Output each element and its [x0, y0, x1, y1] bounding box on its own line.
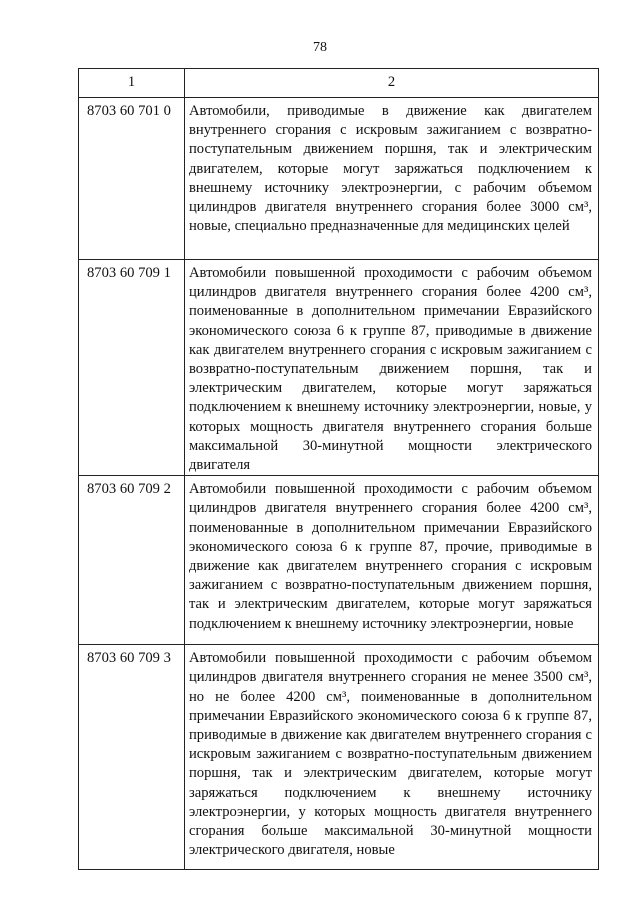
tariff-description: Автомобили повышенной проходимости с рабочим объемом цилиндров двигателя внутреннего сгорания более 4200 см³, поименованные в дополнительном примечании Евразийского экономического союза 6 к группе 87, приводимые в движение как двигателем внутреннего сгорания с искровым зажиганием с возвратно-поступательным движением поршня, так и электрическим двигателем, которые могут заряжаться подключением к внешнему источнику электроэнергии, новые, у которых мощность двигателя внутреннего сгорания больше максимальной 30-минутной мощности электрического двигателя [185, 260, 599, 476]
tariff-description: Автомобили, приводимые в движение как двигателем внутреннего сгорания с искровым зажиганием с возвратно-поступательным движением поршня, так и электрическим двигателем, которые могут заряжаться подключением к внешнему источнику электроэнергии, с рабочим объемом цилиндров двигателя внутреннего сгорания более 3000 см³, новые, специально предназначенные для медицинских целей [185, 98, 599, 260]
tariff-code: 8703 60 701 0 [79, 98, 185, 260]
table-row [79, 476, 599, 645]
column-header-description: 2 [185, 69, 599, 98]
table-row [79, 645, 599, 870]
table-header-row [79, 69, 599, 98]
tariff-code: 8703 60 709 2 [79, 476, 185, 645]
table-row [79, 98, 599, 260]
column-header-code: 1 [79, 69, 185, 98]
tariff-table [78, 68, 599, 870]
tariff-code: 8703 60 709 3 [79, 645, 185, 870]
tariff-description: Автомобили повышенной проходимости с рабочим объемом цилиндров двигателя внутреннего сгорания более 4200 см³, поименованные в дополнительном примечании Евразийского экономического союза 6 к группе 87, прочие, приводимые в движение как двигателем внутреннего сгорания с искровым зажиганием с возвратно-поступательным движением поршня, так и электрическим двигателем, которые могут заряжаться подключением к внешнему источнику электроэнергии, новые [185, 476, 599, 645]
tariff-code: 8703 60 709 1 [79, 260, 185, 476]
page-number: 78 [313, 40, 327, 55]
tariff-description: Автомобили повышенной проходимости с рабочим объемом цилиндров двигателя внутреннего сгорания не менее 3500 см³, но не более 4200 см³, поименованные в дополнительном примечании Евразийского экономического союза 6 к группе 87, приводимые в движение как двигателем внутреннего сгорания с искровым зажиганием с возвратно-поступательным движением поршня, так и электрическим двигателем, которые могут заряжаться подключением к внешнему источнику электроэнергии, у которых мощность двигателя внутреннего сгорания больше максимальной 30-минутной мощности электрического двигателя, новые [185, 645, 599, 870]
table-row [79, 260, 599, 476]
